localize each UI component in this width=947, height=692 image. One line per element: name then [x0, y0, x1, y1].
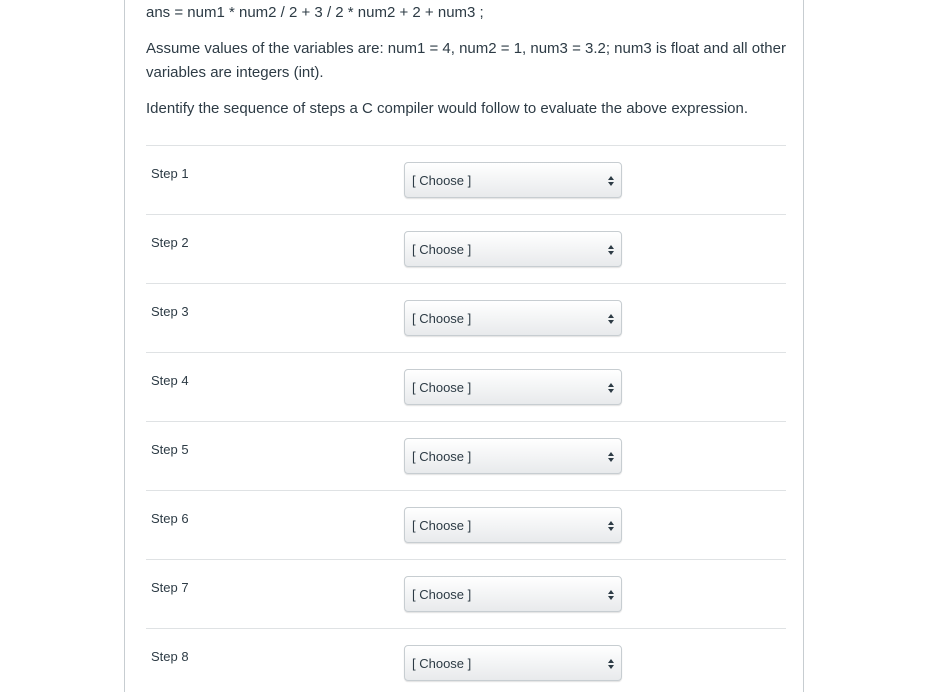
dropdown-value: [ Choose ] [412, 380, 472, 395]
step-4-dropdown[interactable] [404, 369, 622, 405]
chevron-updown-icon [607, 313, 615, 325]
chevron-updown-icon [607, 658, 615, 670]
question-assumption: Assume values of the variables are: num1 = 4, num2 = 1, num3 = 3.2; num3 is float and all other variables are integers (int). [146, 40, 786, 81]
chevron-updown-icon [607, 451, 615, 463]
dropdown-value: [ Choose ] [412, 587, 472, 602]
dropdown-value: [ Choose ] [412, 173, 472, 188]
step-5-dropdown[interactable] [404, 438, 622, 474]
dropdown-value: [ Choose ] [412, 242, 472, 257]
chevron-updown-icon [607, 382, 615, 394]
question-card [124, 0, 804, 692]
step-row [146, 559, 786, 628]
step-row [146, 628, 786, 692]
step-row [146, 283, 786, 352]
dropdown-value: [ Choose ] [412, 518, 472, 533]
step-label: Step 2 [151, 235, 189, 250]
chevron-updown-icon [607, 589, 615, 601]
chevron-updown-icon [607, 520, 615, 532]
step-row [146, 490, 786, 559]
step-8-dropdown[interactable] [404, 645, 622, 681]
step-7-dropdown[interactable] [404, 576, 622, 612]
step-label: Step 4 [151, 373, 189, 388]
step-row [146, 352, 786, 421]
step-label: Step 6 [151, 511, 189, 526]
step-list [146, 145, 786, 692]
step-row [146, 145, 786, 214]
step-1-dropdown[interactable] [404, 162, 622, 198]
step-row [146, 421, 786, 490]
question-instruction: Identify the sequence of steps a C compiler would follow to evaluate the above expression. [146, 100, 749, 117]
dropdown-value: [ Choose ] [412, 656, 472, 671]
step-label: Step 5 [151, 442, 189, 457]
step-label: Step 8 [151, 649, 189, 664]
step-label: Step 3 [151, 304, 189, 319]
step-label: Step 7 [151, 580, 189, 595]
chevron-updown-icon [607, 244, 615, 256]
chevron-updown-icon [607, 175, 615, 187]
step-6-dropdown[interactable] [404, 507, 622, 543]
question-expression: ans = num1 * num2 / 2 + 3 / 2 * num2 + 2 + num3 ; [146, 4, 484, 21]
step-label: Step 1 [151, 166, 189, 181]
dropdown-value: [ Choose ] [412, 311, 472, 326]
step-row [146, 214, 786, 283]
dropdown-value: [ Choose ] [412, 449, 472, 464]
step-2-dropdown[interactable] [404, 231, 622, 267]
step-3-dropdown[interactable] [404, 300, 622, 336]
